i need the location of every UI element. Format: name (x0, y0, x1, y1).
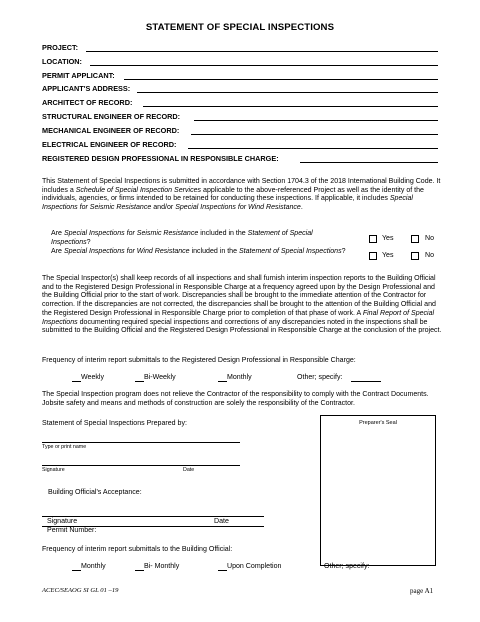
structural-engineer-label: STRUCTURAL ENGINEER OF RECORD: (42, 112, 181, 121)
electrical-engineer-label: ELECTRICAL ENGINEER OF RECORD: (42, 140, 177, 149)
freq-rdp-weekly-blank[interactable] (72, 381, 81, 382)
freq-rdp-other-field[interactable] (351, 381, 381, 382)
project-label: PROJECT: (42, 43, 79, 52)
permit-applicant-field[interactable] (124, 79, 438, 80)
official-signature-field[interactable] (42, 516, 264, 517)
structural-engineer-field[interactable] (194, 120, 438, 121)
rdp-label: REGISTERED DESIGN PROFESSIONAL IN RESPONSIBLE CHARGE: (42, 154, 279, 163)
freq-rdp-monthly-blank[interactable] (218, 381, 227, 382)
freq-bo-monthly: Monthly (81, 563, 106, 570)
freq-bo-completion: Upon Completion (227, 563, 282, 570)
rdp-field[interactable] (300, 162, 438, 163)
freq-bo-bimonthly-blank[interactable] (135, 570, 144, 571)
freq-rdp-monthly: Monthly (227, 374, 252, 381)
preparer-signature-caption: Signature (42, 467, 65, 473)
seismic-yes-checkbox[interactable] (369, 235, 377, 243)
contractor-responsibility-paragraph: The Special Inspection program does not relieve the Contractor of the responsibility to comply with the Contract Documents. Jobsite safety and means and methods of construction are solely the responsibility of the Contractor. (42, 391, 429, 407)
seismic-no-checkbox[interactable] (411, 235, 419, 243)
inspector-paragraph: The Special Inspector(s) shall keep records of all inspections and shall furnish interim inspection reports to the Building Official and to the Registered Design Professional in Responsible Charge at a frequency agreed upon by the Design Professional and the Building Official prior to the start of work. Discrepancies shall be brought to the immediate attention of the Contractor for correction. If the discrepancies are not corrected, the discrepancies shall be brought to the attention of the Building Official and the Registered Design Professional in Responsible Charge prior to completion of that phase of work. A Final Report of Special Inspections documenting required special inspections and corrections of any discrepancies noted in the inspections shall be submitted to the Building Official and the Registered Design Professional in Responsible Charge at the conclusion of the project. (42, 275, 442, 335)
freq-rdp-label: Frequency of interim report submittals to the Registered Design Professional in Responsible Charge: (42, 357, 356, 364)
official-date-caption: Date (214, 518, 229, 525)
freq-bo-completion-blank[interactable] (218, 570, 227, 571)
project-field[interactable] (86, 51, 438, 52)
electrical-engineer-field[interactable] (188, 148, 438, 149)
wind-yes-label: Yes (382, 252, 394, 259)
seismic-yes-label: Yes (382, 235, 394, 242)
location-field[interactable] (90, 65, 438, 66)
freq-rdp-other: Other; specify: (297, 374, 343, 381)
freq-bo-monthly-blank[interactable] (72, 570, 81, 571)
seismic-question: Are Special Inspections for Seismic Resistance included in the Statement of Special Inspections? (51, 230, 313, 246)
building-official-acceptance-label: Building Official's Acceptance: (48, 489, 142, 496)
permit-number-label: Permit Number: (47, 527, 97, 534)
document-title: STATEMENT OF SPECIAL INSPECTIONS (145, 22, 335, 33)
preparer-name-field[interactable] (42, 442, 240, 443)
mechanical-engineer-label: MECHANICAL ENGINEER OF RECORD: (42, 126, 180, 135)
type-name-caption: Type or print name (42, 444, 87, 450)
architect-field[interactable] (143, 106, 438, 107)
preparer-date-caption: Date (183, 467, 195, 473)
wind-no-checkbox[interactable] (411, 252, 419, 260)
freq-rdp-weekly: Weekly (81, 374, 104, 381)
form-code: ACEC/SEAOG SI GL 01 –19 (42, 587, 119, 594)
freq-bo-other: Other; specify: (324, 563, 370, 570)
seismic-no-label: No (425, 235, 435, 242)
freq-bo-bimonthly: Bi- Monthly (144, 563, 180, 570)
freq-rdp-biweekly-blank[interactable] (135, 381, 144, 382)
applicant-address-label: APPLICANT'S ADDRESS: (42, 84, 131, 93)
wind-question: Are Special Inspections for Wind Resistance included in the Statement of Special Inspections? (51, 248, 346, 255)
freq-bo-label: Frequency of interim report submittals to the Building Official: (42, 546, 233, 553)
prepared-by-label: Statement of Special Inspections Prepared by: (42, 420, 187, 427)
page-number: page A1 (410, 587, 434, 595)
freq-rdp-biweekly: Bi-Weekly (144, 374, 176, 381)
preparer-signature-field[interactable] (42, 465, 240, 466)
location-label: LOCATION: (42, 57, 82, 66)
mechanical-engineer-field[interactable] (191, 134, 438, 135)
permit-applicant-label: PERMIT APPLICANT: (42, 71, 115, 80)
preparers-seal-box (320, 415, 436, 566)
wind-no-label: No (425, 252, 435, 259)
applicant-address-field[interactable] (137, 92, 438, 93)
architect-label: ARCHITECT OF RECORD: (42, 98, 133, 107)
official-signature-caption: Signature (47, 518, 78, 525)
preparers-seal-label: Preparer's Seal (359, 420, 397, 426)
wind-yes-checkbox[interactable] (369, 252, 377, 260)
intro-paragraph: This Statement of Special Inspections is submitted in accordance with Section 1704.3 of the 2018 International Building Code. It includes a Schedule of Special Inspection Services applicable to the above-referenced Project as well as the identity of the individuals, agencies, or firms intended to be retained for conducting these inspections. If applicable, it includes Special Inspections for Seismic Resistance and/or Special Inspections for Wind Resistance. (42, 178, 441, 212)
